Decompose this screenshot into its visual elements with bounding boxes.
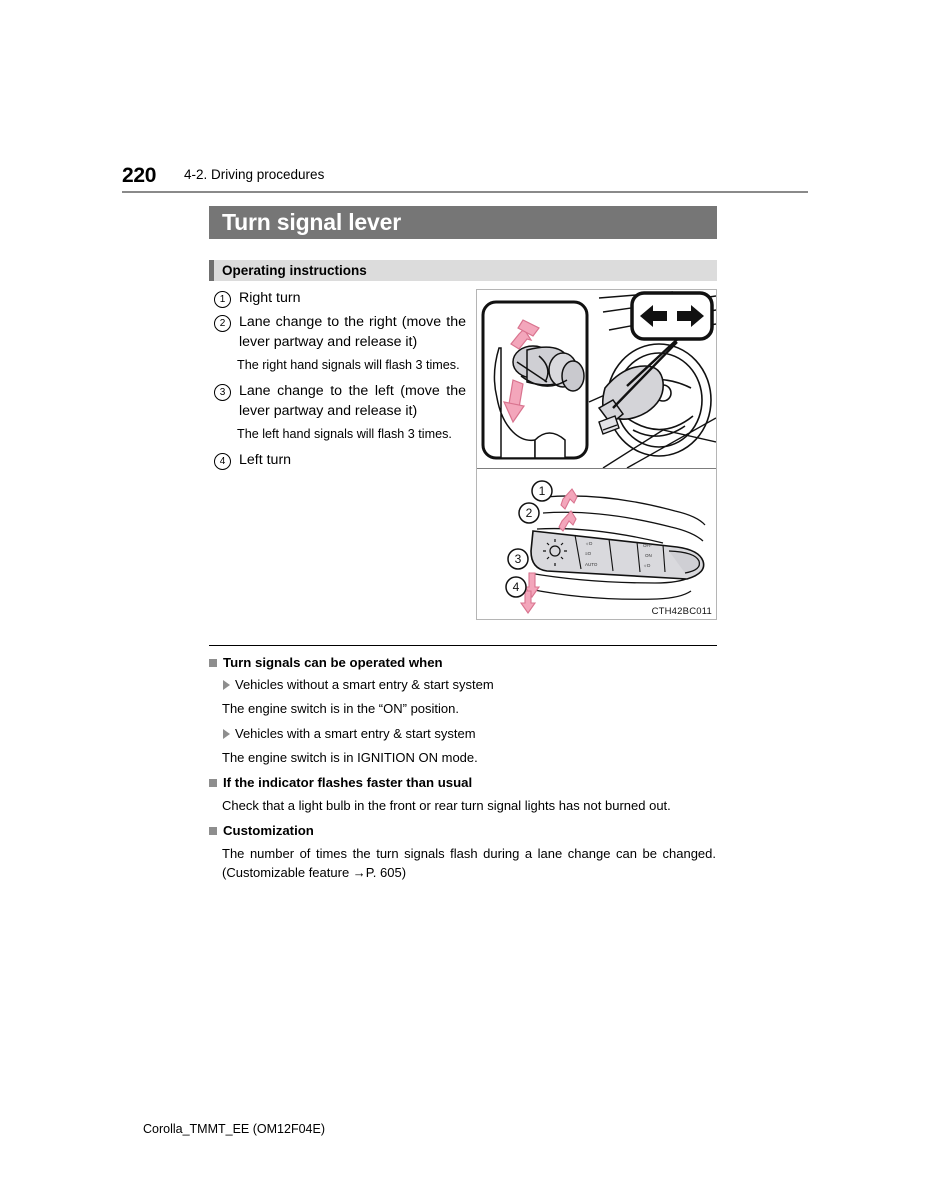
svg-text:≡O: ≡O (585, 551, 592, 556)
triangle-bullet-icon (223, 680, 230, 690)
note-subitem-text: Vehicles without a smart entry & start system (235, 677, 494, 692)
step-text-4: Left turn (239, 451, 292, 468)
callout-number-4 (506, 577, 526, 597)
svg-text:4: 4 (512, 580, 520, 594)
list-item (214, 381, 466, 422)
illustration-lower-panel (477, 469, 716, 619)
turn-signal-illustration (476, 289, 717, 620)
note-body-with-smart-entry: The engine switch is in IGNITION ON mode. (222, 750, 478, 765)
subsection-accent-bar (209, 260, 214, 281)
svg-text:AUTO: AUTO (585, 562, 598, 567)
note-subitem-without-smart-entry (223, 676, 717, 694)
lever-callout-drawing (477, 469, 716, 619)
list-item (214, 312, 466, 353)
svg-text:ON: ON (645, 553, 652, 558)
operating-instructions-list (214, 288, 466, 473)
page-number: 220 (122, 164, 157, 187)
callout-number-3 (508, 549, 528, 569)
svg-text:2: 2 (525, 506, 533, 520)
square-bullet-icon (209, 827, 217, 835)
callout-number-1 (532, 481, 552, 501)
page-title: Turn signal lever (222, 209, 401, 235)
chapter-title-bar (209, 206, 717, 239)
note-heading-faster-flash (209, 774, 717, 791)
note-heading-operated-when (209, 654, 717, 671)
step-text-2: Lane change to the right (move the lever partway and release it) (239, 313, 466, 350)
notes-section (209, 645, 717, 889)
subsection-title: Operating instructions (222, 263, 367, 278)
step-text-3: Lane change to the left (move the lever partway and release it) (239, 382, 466, 419)
note-heading-customization (209, 822, 717, 839)
note-body-faster-flash: Check that a light bulb in the front or rear turn signal lights has not burned out. (222, 798, 671, 813)
hand-on-lever-inset (483, 302, 587, 458)
page-footer: Corolla_TMMT_EE (OM12F04E) (143, 1122, 325, 1136)
note-subitem-text: Vehicles with a smart entry & start system (235, 726, 476, 741)
illustration-code: CTH42BC011 (651, 606, 712, 617)
illustration-upper-panel (477, 290, 716, 468)
step-number-4: 4 (214, 453, 231, 470)
square-bullet-icon (209, 659, 217, 667)
callout-number-2 (519, 503, 539, 523)
svg-text:☼D: ☼D (643, 563, 651, 568)
page-section-label: 4-2. Driving procedures (184, 167, 325, 182)
header-divider (122, 191, 808, 193)
list-item (214, 288, 466, 309)
triangle-bullet-icon (223, 729, 230, 739)
step-number-3: 3 (214, 384, 231, 401)
svg-text:3: 3 (514, 552, 522, 566)
svg-text:☼D: ☼D (585, 541, 593, 546)
subsection-header (209, 260, 717, 281)
note-heading-text: Customization (223, 823, 314, 838)
svg-text:1: 1 (538, 484, 546, 498)
note-heading-text: If the indicator flashes faster than usual (223, 775, 473, 790)
step-number-1: 1 (214, 291, 231, 308)
square-bullet-icon (209, 779, 217, 787)
note-heading-text: Turn signals can be operated when (223, 655, 443, 670)
step-number-2: 2 (214, 315, 231, 332)
direction-callout-bubble (632, 293, 712, 339)
note-subitem-with-smart-entry (223, 725, 717, 743)
note-body-without-smart-entry: The engine switch is in the “ON” position. (222, 701, 459, 716)
page-header (122, 164, 808, 188)
steering-column-drawing (477, 290, 716, 468)
step-text-1: Right turn (239, 290, 301, 306)
step-note-3: The left hand signals will flash 3 times. (237, 426, 452, 441)
notes-divider (209, 645, 717, 646)
list-item (214, 450, 466, 471)
step-note-2: The right hand signals will flash 3 times. (237, 357, 460, 372)
svg-text:OFF: OFF (643, 543, 652, 548)
note-body-customization: The number of times the turn signals flash during a lane change can be changed. (Customizable feature →P. 605) (222, 846, 716, 880)
